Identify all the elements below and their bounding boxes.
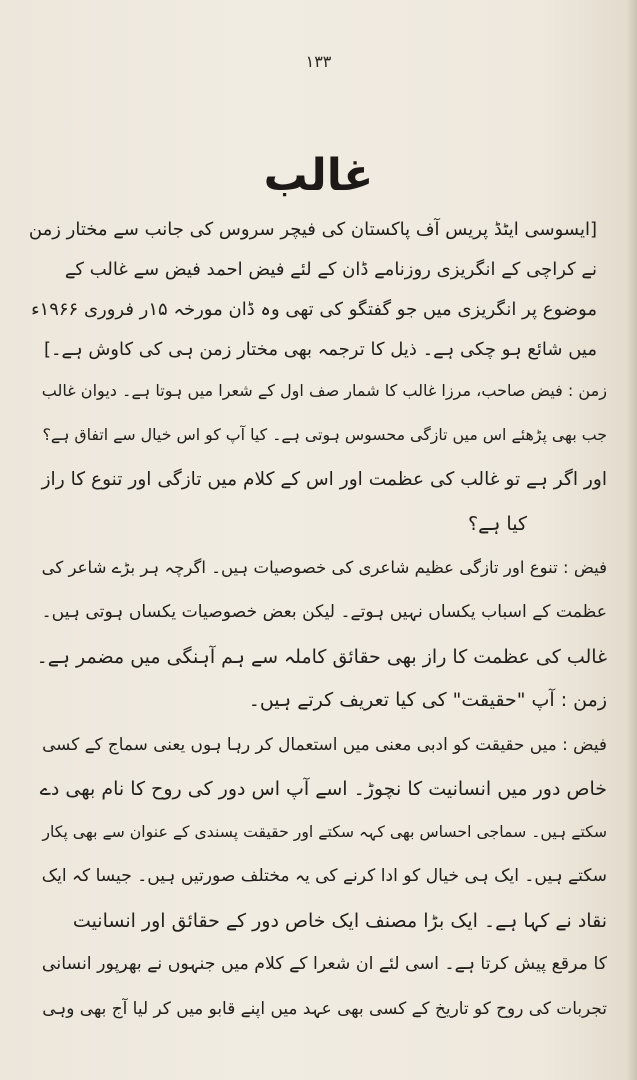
text-line-13: فیض : میں حقیقت کو ادبی معنی میں استعمال کر رہا ہوں یعنی سماج کے کسی xyxy=(42,734,607,754)
text-line-18: کا مرقع پیش کرتا ہے۔ اسی لئے ان شعرا کے کلام میں جنہوں نے بھرپور انسانی xyxy=(41,954,607,974)
text-line-7: اور اگر ہے تو غالب کی عظمت اور اس کے کلام میں تازگی اور تنوع کا راز xyxy=(41,469,607,490)
text-line-11: غالب کی عظمت کا راز بھی حقائق کاملہ سے ہم آہنگی میں مضمر ہے۔ xyxy=(36,646,607,668)
intro-line-4: میں شائع ہو چکی ہے۔ ذیل کا ترجمہ بھی مختار زمن ہی کی کاوش ہے۔] xyxy=(43,339,597,360)
intro-line-3: موضوع پر انگریزی میں جو گفتگو کی تھی وہ ڈان مورخہ ۱۵ر فروری ۱۹۶۶ء xyxy=(31,299,597,320)
text-line-15: سکتے ہیں۔ سماجی احساس بھی کہہ سکتے اور حقیقت پسندی کے عنوان سے بھی پکار xyxy=(42,822,607,841)
text-line-14: خاص دور میں انسانیت کا نچوڑ۔ اسے آپ اس دور کی روح کا نام بھی دے xyxy=(39,778,607,800)
intro-line-2: نے کراچی کے انگریزی روزنامے ڈان کے لئے فیض احمد فیض سے غالب کے xyxy=(64,259,597,280)
page-number: ۱۳۳ xyxy=(305,52,332,71)
text-line-12: زمن : آپ "حقیقت" کی کیا تعریف کرتے ہیں۔ xyxy=(248,689,607,711)
text-line-19: تجربات کی روح کو تاریخ کے کسی بھی عہد میں اپنے قابو میں کر لیا آج بھی وہی xyxy=(42,998,607,1018)
text-line-6: جب بھی پڑھئے اس میں تازگی محسوس ہوتی ہے۔ کیا آپ کو اس خیال سے اتفاق ہے؟ xyxy=(42,425,607,444)
text-line-17: نقاد نے کہا ہے۔ ایک بڑا مصنف ایک خاص دور کے حقائق اور انسانیت xyxy=(72,910,607,932)
page-title: غالب xyxy=(263,150,374,201)
text-line-16: سکتے ہیں۔ ایک ہی خیال کو ادا کرنے کی یہ مختلف صورتیں ہیں۔ جیسا کہ ایک xyxy=(41,866,607,886)
text-line-10: عظمت کے اسباب یکساں نہیں ہوتے۔ لیکن بعض خصوصیات یکساں ہوتی ہیں۔ xyxy=(41,602,607,622)
text-line-5: زمن : فیض صاحب، مرزا غالب کا شمار صف اول کے شعرا میں ہوتا ہے۔ دیوان غالب xyxy=(41,381,607,400)
intro-line-1: [ایسوسی ایٹڈ پریس آف پاکستان کی فیچر سروس کی جانب سے مختار زمن xyxy=(28,219,597,240)
text-line-8: کیا ہے؟ xyxy=(468,513,527,535)
text-line-9: فیض : تنوع اور تازگی عظیم شاعری کی خصوصیات ہیں۔ اگرچہ ہر بڑے شاعر کی xyxy=(41,558,607,577)
